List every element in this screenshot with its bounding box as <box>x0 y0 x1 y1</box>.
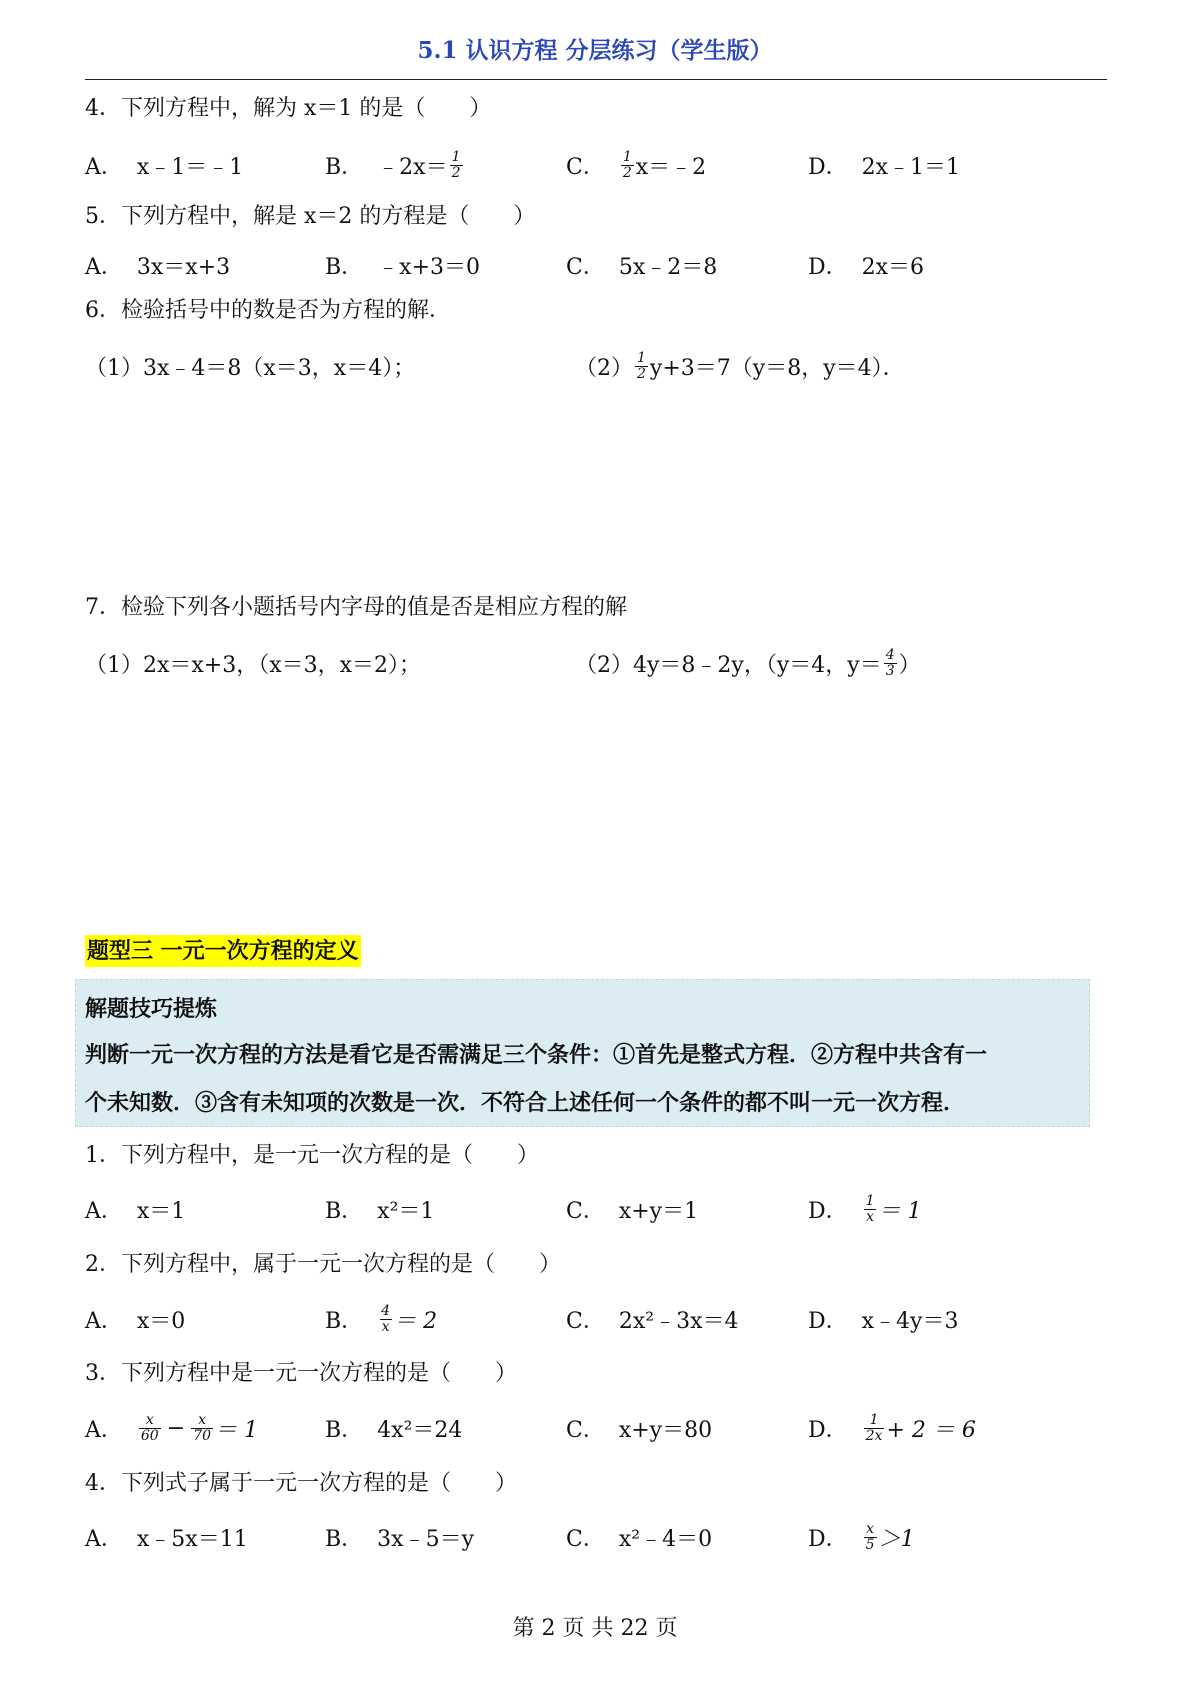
option-a: A． x﹣1＝﹣1 <box>85 142 243 188</box>
option-b: B． x²＝1 <box>325 1198 435 1224</box>
option-c: C． x+y＝80 <box>566 1417 713 1443</box>
option-d: D． $\frac{1}{2x}$ + 2 ＝ 6 <box>808 1411 976 1444</box>
page-title: 5.1 认识方程 分层练习（学生版） <box>417 37 773 64</box>
fraction: $\frac{x}{70}$ <box>193 1411 211 1444</box>
option-a: A． 3x＝x+3 <box>85 254 231 280</box>
fraction: $\frac{1}{2}$ <box>451 148 461 181</box>
option-d: D． $\frac{x}{5}$ ＞1 <box>808 1520 915 1553</box>
sub-question-2: （2）4y＝8﹣2y，（y＝4，y＝ $\frac{4}{3}$ ） <box>575 646 921 679</box>
options-row <box>85 1514 1125 1560</box>
option-text: x＝﹣2 <box>635 154 707 180</box>
option-c: C． 2x²﹣3x＝4 <box>566 1308 739 1334</box>
option-text: x﹣1＝﹣1 <box>136 154 244 180</box>
sub-question-1: （1）2x＝x+3，（x＝3，x＝2）； <box>85 652 422 678</box>
option-c: C． $\frac{1}{2}$ x＝﹣2 <box>566 148 707 181</box>
option-b: B． ﹣2x＝ $\frac{1}{2}$ <box>325 148 461 181</box>
page-number: 第 2 页 共 22 页 <box>512 1616 678 1641</box>
question-stem: 4．下列方程中，解为 x＝1 的是（ ） <box>85 96 492 121</box>
option-d: D． 2x﹣1＝1 <box>808 142 960 188</box>
option-a: A． x﹣5x＝11 <box>85 1526 248 1552</box>
option-c: C． x+y＝1 <box>566 1198 699 1224</box>
option-a: A． x＝0 <box>85 1308 186 1334</box>
question-stem: 7．检验下列各小题括号内字母的值是否是相应方程的解 <box>85 595 627 620</box>
question-stem: 3．下列方程中是一元一次方程的是（ ） <box>85 1361 517 1386</box>
section-title: 题型三 一元一次方程的定义 <box>85 935 361 967</box>
fraction: $\frac{1}{2}$ <box>637 349 646 382</box>
question-stem: 2．下列方程中，属于一元一次方程的是（ ） <box>85 1252 561 1277</box>
sub-question-1: （1）3x﹣4＝8（x＝3，x＝4）； <box>85 355 416 381</box>
option-b: B． ﹣x+3＝0 <box>325 254 481 280</box>
fraction: $\frac{1}{x}$ <box>865 1192 875 1225</box>
tip-text-line-1: 判断一元一次方程的方法是看它是否需满足三个条件：①首先是整式方程．②方程中共含有一 <box>85 1042 988 1068</box>
question-stem: 5．下列方程中，解是 x＝2 的方程是（ ） <box>85 204 536 229</box>
option-b: B． $\frac{4}{x}$ ＝ 2 <box>325 1302 438 1335</box>
option-d: D． x﹣4y＝3 <box>808 1308 959 1334</box>
option-text: ﹣2x＝ <box>377 154 448 180</box>
header-divider <box>85 79 1107 80</box>
option-b: B． 3x﹣5＝y <box>325 1526 475 1552</box>
option-d: D． 2x＝6 <box>808 254 925 280</box>
question-stem: 6．检验括号中的数是否为方程的解． <box>85 298 451 323</box>
sub-question-2: （2） $\frac{1}{2}$ y+3＝7（y＝8，y＝4）． <box>575 349 905 382</box>
options-row <box>85 1186 1125 1232</box>
fraction: $\frac{1}{2x}$ <box>865 1411 883 1444</box>
option-c: C． x²﹣4＝0 <box>566 1526 713 1552</box>
option-a: A． x＝1 <box>85 1198 186 1224</box>
option-text: 2x﹣1＝1 <box>861 154 961 180</box>
fraction: $\frac{x}{5}$ <box>865 1520 875 1553</box>
fraction: $\frac{x}{60}$ <box>140 1411 159 1444</box>
option-c: C． 5x﹣2＝8 <box>566 254 718 280</box>
tip-text-line-2: 个未知数．③含有未知项的次数是一次．不符合上述任何一个条件的都不叫一元一次方程． <box>85 1090 966 1116</box>
question-stem: 4．下列式子属于一元一次方程的是（ ） <box>85 1471 517 1496</box>
fraction: $\frac{1}{2}$ <box>622 148 632 181</box>
fraction: $\frac{4}{x}$ <box>381 1302 391 1335</box>
options-row <box>85 1405 1125 1451</box>
option-d: D． $\frac{1}{x}$ ＝ 1 <box>808 1192 922 1225</box>
options-row <box>85 242 1125 288</box>
options-row <box>85 142 1125 188</box>
option-b: B． 4x²＝24 <box>325 1417 463 1443</box>
fraction: $\frac{4}{3}$ <box>885 646 895 679</box>
question-stem: 1．下列方程中，是一元一次方程的是（ ） <box>85 1143 539 1168</box>
option-a: A． $\frac{x}{60}$ − $\frac{x}{70}$ ＝ 1 <box>85 1411 258 1444</box>
options-row <box>85 1296 1125 1342</box>
tip-title: 解题技巧提炼 <box>85 996 218 1022</box>
